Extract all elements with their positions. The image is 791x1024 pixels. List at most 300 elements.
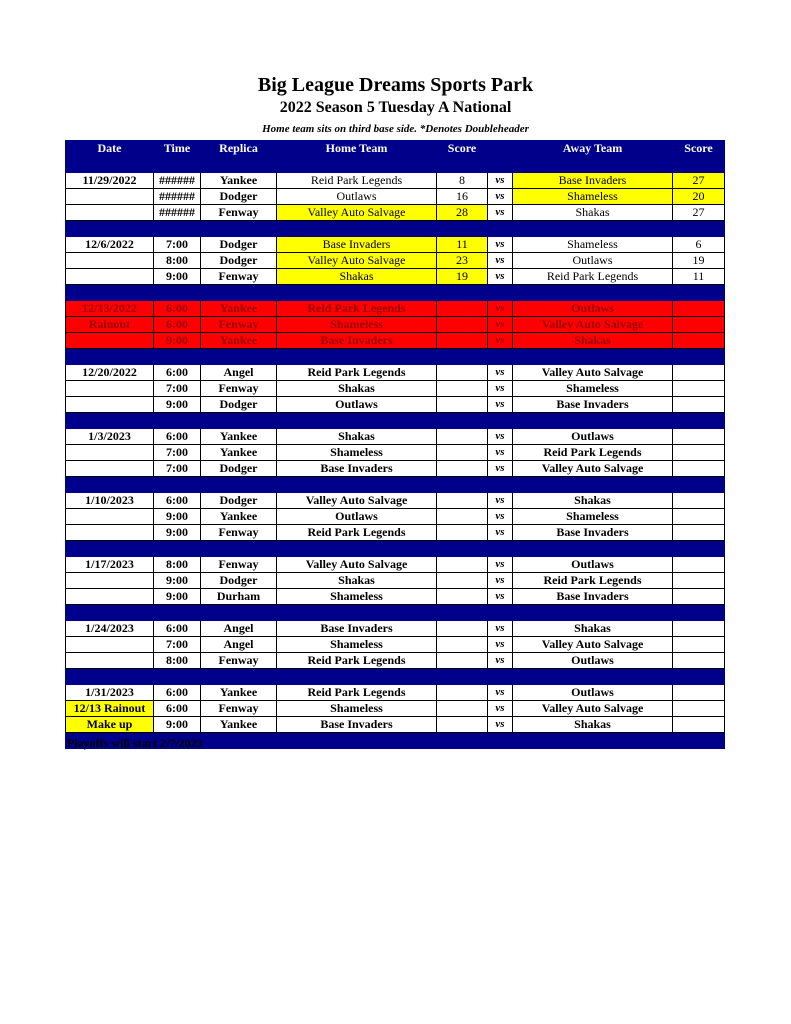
home-team: Shameless (277, 637, 437, 653)
separator-cell (277, 733, 437, 749)
separator-cell (66, 285, 154, 301)
game-row (66, 717, 725, 733)
game-time: ###### (154, 205, 201, 221)
away-score (673, 525, 725, 541)
away-score (673, 685, 725, 701)
game-date: Make up (66, 717, 154, 733)
document-title: Big League Dreams Sports Park (257, 74, 534, 96)
header-replica: Replica (201, 141, 277, 157)
separator-cell (673, 413, 725, 429)
separator-cell (437, 349, 488, 365)
game-time: 8:00 (154, 253, 201, 269)
home-score (437, 317, 488, 333)
versus-label: vs (488, 205, 513, 221)
game-time: 9:00 (154, 269, 201, 285)
game-time: 6:00 (154, 493, 201, 509)
game-row (66, 461, 725, 477)
separator-cell (66, 477, 154, 493)
home-team: Shameless (277, 701, 437, 717)
separator-cell (437, 221, 488, 237)
game-date (66, 509, 154, 525)
versus-label: vs (488, 509, 513, 525)
game-replica: Yankee (201, 173, 277, 189)
home-score (437, 333, 488, 349)
game-date: Rainout (66, 317, 154, 333)
separator-cell (437, 477, 488, 493)
home-team: Outlaws (277, 509, 437, 525)
game-replica: Fenway (201, 317, 277, 333)
game-date (66, 397, 154, 413)
home-team: Valley Auto Salvage (277, 493, 437, 509)
header-home-team: Home Team (277, 141, 437, 157)
game-date (66, 205, 154, 221)
week-separator-row (66, 285, 725, 301)
separator-cell (513, 605, 673, 621)
game-row (66, 333, 725, 349)
home-score (437, 445, 488, 461)
away-score: 11 (673, 269, 725, 285)
separator-cell (437, 157, 488, 173)
versus-label: vs (488, 557, 513, 573)
versus-label: vs (488, 429, 513, 445)
versus-label: vs (488, 253, 513, 269)
home-score (437, 685, 488, 701)
game-time: 6:00 (154, 701, 201, 717)
away-score (673, 621, 725, 637)
game-replica: Angel (201, 365, 277, 381)
game-replica: Angel (201, 637, 277, 653)
separator-cell (488, 733, 513, 749)
away-team: Shameless (513, 189, 673, 205)
separator-cell (513, 349, 673, 365)
game-row (66, 509, 725, 525)
game-date (66, 525, 154, 541)
versus-label: vs (488, 333, 513, 349)
game-row (66, 573, 725, 589)
away-score (673, 365, 725, 381)
home-score (437, 509, 488, 525)
separator-cell (437, 669, 488, 685)
versus-label: vs (488, 493, 513, 509)
home-team: Valley Auto Salvage (277, 205, 437, 221)
game-row (66, 269, 725, 285)
home-team: Shakas (277, 573, 437, 589)
away-score (673, 381, 725, 397)
separator-cell (201, 669, 277, 685)
separator-cell (673, 221, 725, 237)
home-score: 19 (437, 269, 488, 285)
header-date: Date (66, 141, 154, 157)
separator-cell (513, 221, 673, 237)
game-time: 9:00 (154, 589, 201, 605)
home-score: 28 (437, 205, 488, 221)
versus-label: vs (488, 461, 513, 477)
away-team: Reid Park Legends (513, 269, 673, 285)
away-score (673, 493, 725, 509)
game-time: 7:00 (154, 637, 201, 653)
game-replica: Dodger (201, 253, 277, 269)
separator-cell (277, 605, 437, 621)
home-team: Valley Auto Salvage (277, 557, 437, 573)
separator-cell (488, 221, 513, 237)
away-score (673, 301, 725, 317)
header-away-team: Away Team (513, 141, 673, 157)
separator-cell (154, 541, 201, 557)
game-replica: Fenway (201, 525, 277, 541)
home-team: Valley Auto Salvage (277, 253, 437, 269)
separator-cell (673, 349, 725, 365)
game-date: 1/24/2023 (66, 621, 154, 637)
separator-cell (673, 605, 725, 621)
away-score (673, 573, 725, 589)
versus-label: vs (488, 525, 513, 541)
game-time: 9:00 (154, 509, 201, 525)
week-separator-row (66, 669, 725, 685)
game-time: 8:00 (154, 653, 201, 669)
home-score: 11 (437, 237, 488, 253)
separator-cell (154, 285, 201, 301)
versus-label: vs (488, 717, 513, 733)
away-score (673, 589, 725, 605)
game-time: 6:00 (154, 621, 201, 637)
game-row (66, 397, 725, 413)
separator-cell (201, 413, 277, 429)
home-team: Reid Park Legends (277, 173, 437, 189)
away-score (673, 397, 725, 413)
separator-cell (277, 157, 437, 173)
separator-cell (673, 733, 725, 749)
game-time: 6:00 (154, 685, 201, 701)
week-separator-row (66, 157, 725, 173)
separator-cell (437, 413, 488, 429)
game-date: 12/20/2022 (66, 365, 154, 381)
game-replica: Dodger (201, 237, 277, 253)
versus-label: vs (488, 397, 513, 413)
away-team: Outlaws (513, 429, 673, 445)
versus-label: vs (488, 365, 513, 381)
away-score (673, 557, 725, 573)
separator-cell (437, 605, 488, 621)
separator-cell (277, 477, 437, 493)
versus-label: vs (488, 653, 513, 669)
game-date: 11/29/2022 (66, 173, 154, 189)
away-team: Outlaws (513, 685, 673, 701)
away-team: Valley Auto Salvage (513, 365, 673, 381)
game-replica: Dodger (201, 397, 277, 413)
separator-cell (513, 413, 673, 429)
separator-cell (513, 669, 673, 685)
separator-cell (154, 349, 201, 365)
home-score: 8 (437, 173, 488, 189)
away-team: Outlaws (513, 557, 673, 573)
separator-cell (513, 477, 673, 493)
game-replica: Yankee (201, 333, 277, 349)
game-date: 1/17/2023 (66, 557, 154, 573)
table-header-row (66, 141, 725, 157)
separator-cell (66, 157, 154, 173)
away-score (673, 509, 725, 525)
home-score (437, 573, 488, 589)
home-score (437, 717, 488, 733)
game-replica: Yankee (201, 445, 277, 461)
game-replica: Fenway (201, 205, 277, 221)
game-date (66, 653, 154, 669)
home-team: Reid Park Legends (277, 525, 437, 541)
game-time: 6:00 (154, 365, 201, 381)
versus-label: vs (488, 173, 513, 189)
versus-label: vs (488, 189, 513, 205)
separator-cell (513, 733, 673, 749)
game-replica: Fenway (201, 557, 277, 573)
home-score (437, 557, 488, 573)
away-team: Outlaws (513, 653, 673, 669)
game-row (66, 429, 725, 445)
header-away-score: Score (673, 141, 725, 157)
home-team: Base Invaders (277, 621, 437, 637)
game-replica: Dodger (201, 573, 277, 589)
versus-label: vs (488, 589, 513, 605)
home-team: Shakas (277, 381, 437, 397)
home-team: Reid Park Legends (277, 301, 437, 317)
game-time: 7:00 (154, 381, 201, 397)
separator-cell (513, 541, 673, 557)
game-time: 8:00 (154, 557, 201, 573)
home-score (437, 397, 488, 413)
game-date (66, 333, 154, 349)
game-replica: Fenway (201, 701, 277, 717)
away-team: Outlaws (513, 253, 673, 269)
separator-cell (66, 541, 154, 557)
home-team: Shakas (277, 269, 437, 285)
game-replica: Fenway (201, 381, 277, 397)
separator-cell (66, 413, 154, 429)
separator-cell (488, 349, 513, 365)
game-row (66, 701, 725, 717)
game-replica: Yankee (201, 429, 277, 445)
away-score (673, 717, 725, 733)
away-team: Valley Auto Salvage (513, 461, 673, 477)
home-score: 23 (437, 253, 488, 269)
document-subtitle: 2022 Season 5 Tuesday A National (279, 99, 512, 116)
away-score (673, 637, 725, 653)
separator-cell (437, 285, 488, 301)
separator-cell (201, 733, 277, 749)
versus-label: vs (488, 701, 513, 717)
home-score (437, 621, 488, 637)
game-row (66, 237, 725, 253)
game-row (66, 365, 725, 381)
separator-cell (201, 477, 277, 493)
separator-cell (488, 477, 513, 493)
away-score (673, 429, 725, 445)
separator-cell (488, 541, 513, 557)
away-team: Valley Auto Salvage (513, 637, 673, 653)
game-date: 1/31/2023 (66, 685, 154, 701)
separator-cell (488, 669, 513, 685)
game-row (66, 685, 725, 701)
game-time: 9:00 (154, 397, 201, 413)
game-date (66, 445, 154, 461)
separator-cell (488, 157, 513, 173)
separator-cell (277, 349, 437, 365)
separator-cell (201, 605, 277, 621)
separator-cell (673, 669, 725, 685)
week-separator-row (66, 413, 725, 429)
game-date (66, 461, 154, 477)
home-score (437, 701, 488, 717)
separator-cell (513, 157, 673, 173)
separator-cell (673, 157, 725, 173)
versus-label: vs (488, 573, 513, 589)
separator-cell (66, 669, 154, 685)
header-time: Time (154, 141, 201, 157)
separator-cell (437, 733, 488, 749)
game-date (66, 573, 154, 589)
game-replica: Durham (201, 589, 277, 605)
game-replica: Yankee (201, 301, 277, 317)
game-time: 9:00 (154, 717, 201, 733)
week-separator-row (66, 477, 725, 493)
versus-label: vs (488, 381, 513, 397)
home-team: Shameless (277, 445, 437, 461)
game-row (66, 189, 725, 205)
separator-cell (154, 669, 201, 685)
home-score (437, 637, 488, 653)
home-score (437, 381, 488, 397)
separator-cell (673, 477, 725, 493)
game-date: 12/13 Rainout (66, 701, 154, 717)
game-row (66, 493, 725, 509)
game-replica: Dodger (201, 189, 277, 205)
separator-cell (277, 541, 437, 557)
home-score (437, 589, 488, 605)
game-date: 12/13/2022 (66, 301, 154, 317)
game-row (66, 445, 725, 461)
game-row (66, 525, 725, 541)
game-replica: Yankee (201, 717, 277, 733)
versus-label: vs (488, 301, 513, 317)
away-team: Valley Auto Salvage (513, 701, 673, 717)
game-row (66, 381, 725, 397)
game-time: 7:00 (154, 237, 201, 253)
game-time: 7:00 (154, 445, 201, 461)
versus-label: vs (488, 445, 513, 461)
separator-cell (277, 413, 437, 429)
week-separator-row (66, 349, 725, 365)
game-time: 6:00 (154, 301, 201, 317)
away-team: Outlaws (513, 301, 673, 317)
game-time: 7:00 (154, 461, 201, 477)
separator-cell (201, 157, 277, 173)
separator-cell (277, 285, 437, 301)
separator-cell (488, 285, 513, 301)
game-replica: Fenway (201, 653, 277, 669)
away-team: Base Invaders (513, 525, 673, 541)
game-replica: Yankee (201, 509, 277, 525)
game-date (66, 637, 154, 653)
game-date (66, 589, 154, 605)
game-row (66, 173, 725, 189)
away-team: Shakas (513, 621, 673, 637)
away-team: Reid Park Legends (513, 445, 673, 461)
game-time: ###### (154, 189, 201, 205)
home-score (437, 301, 488, 317)
game-row (66, 637, 725, 653)
away-team: Base Invaders (513, 397, 673, 413)
home-score (437, 525, 488, 541)
home-team: Base Invaders (277, 461, 437, 477)
away-score: 27 (673, 173, 725, 189)
away-score (673, 653, 725, 669)
away-score (673, 445, 725, 461)
home-score (437, 429, 488, 445)
game-time: ###### (154, 173, 201, 189)
away-team: Reid Park Legends (513, 573, 673, 589)
away-score: 6 (673, 237, 725, 253)
separator-cell (154, 477, 201, 493)
game-replica: Angel (201, 621, 277, 637)
playoffs-note: Playoffs will start 2/7/2023 (67, 736, 203, 750)
game-replica: Dodger (201, 493, 277, 509)
home-score: 16 (437, 189, 488, 205)
home-team: Outlaws (277, 397, 437, 413)
away-score: 19 (673, 253, 725, 269)
separator-cell (66, 221, 154, 237)
separator-cell (201, 349, 277, 365)
away-team: Shakas (513, 493, 673, 509)
game-row (66, 621, 725, 637)
game-row (66, 589, 725, 605)
separator-cell (277, 221, 437, 237)
home-score (437, 493, 488, 509)
separator-cell (154, 157, 201, 173)
game-time: 9:00 (154, 333, 201, 349)
versus-label: vs (488, 269, 513, 285)
game-date (66, 269, 154, 285)
header-home-score: Score (437, 141, 488, 157)
away-score (673, 701, 725, 717)
game-date: 12/6/2022 (66, 237, 154, 253)
week-separator-row (66, 605, 725, 621)
home-team: Base Invaders (277, 717, 437, 733)
versus-label: vs (488, 237, 513, 253)
away-team: Shakas (513, 717, 673, 733)
away-team: Shakas (513, 333, 673, 349)
game-row (66, 317, 725, 333)
home-team: Shameless (277, 589, 437, 605)
separator-cell (154, 605, 201, 621)
away-score: 20 (673, 189, 725, 205)
versus-label: vs (488, 621, 513, 637)
game-replica: Fenway (201, 269, 277, 285)
home-team: Shameless (277, 317, 437, 333)
home-score (437, 653, 488, 669)
away-score (673, 333, 725, 349)
home-team: Reid Park Legends (277, 685, 437, 701)
away-score: 27 (673, 205, 725, 221)
separator-cell (673, 541, 725, 557)
game-row (66, 253, 725, 269)
away-score (673, 461, 725, 477)
home-team-note: Home team sits on third base side. *Denotes Doubleheader (262, 123, 529, 135)
home-score (437, 365, 488, 381)
home-team: Outlaws (277, 189, 437, 205)
home-team: Reid Park Legends (277, 365, 437, 381)
separator-cell (154, 413, 201, 429)
game-time: 6:00 (154, 429, 201, 445)
game-replica: Yankee (201, 685, 277, 701)
separator-cell (201, 285, 277, 301)
